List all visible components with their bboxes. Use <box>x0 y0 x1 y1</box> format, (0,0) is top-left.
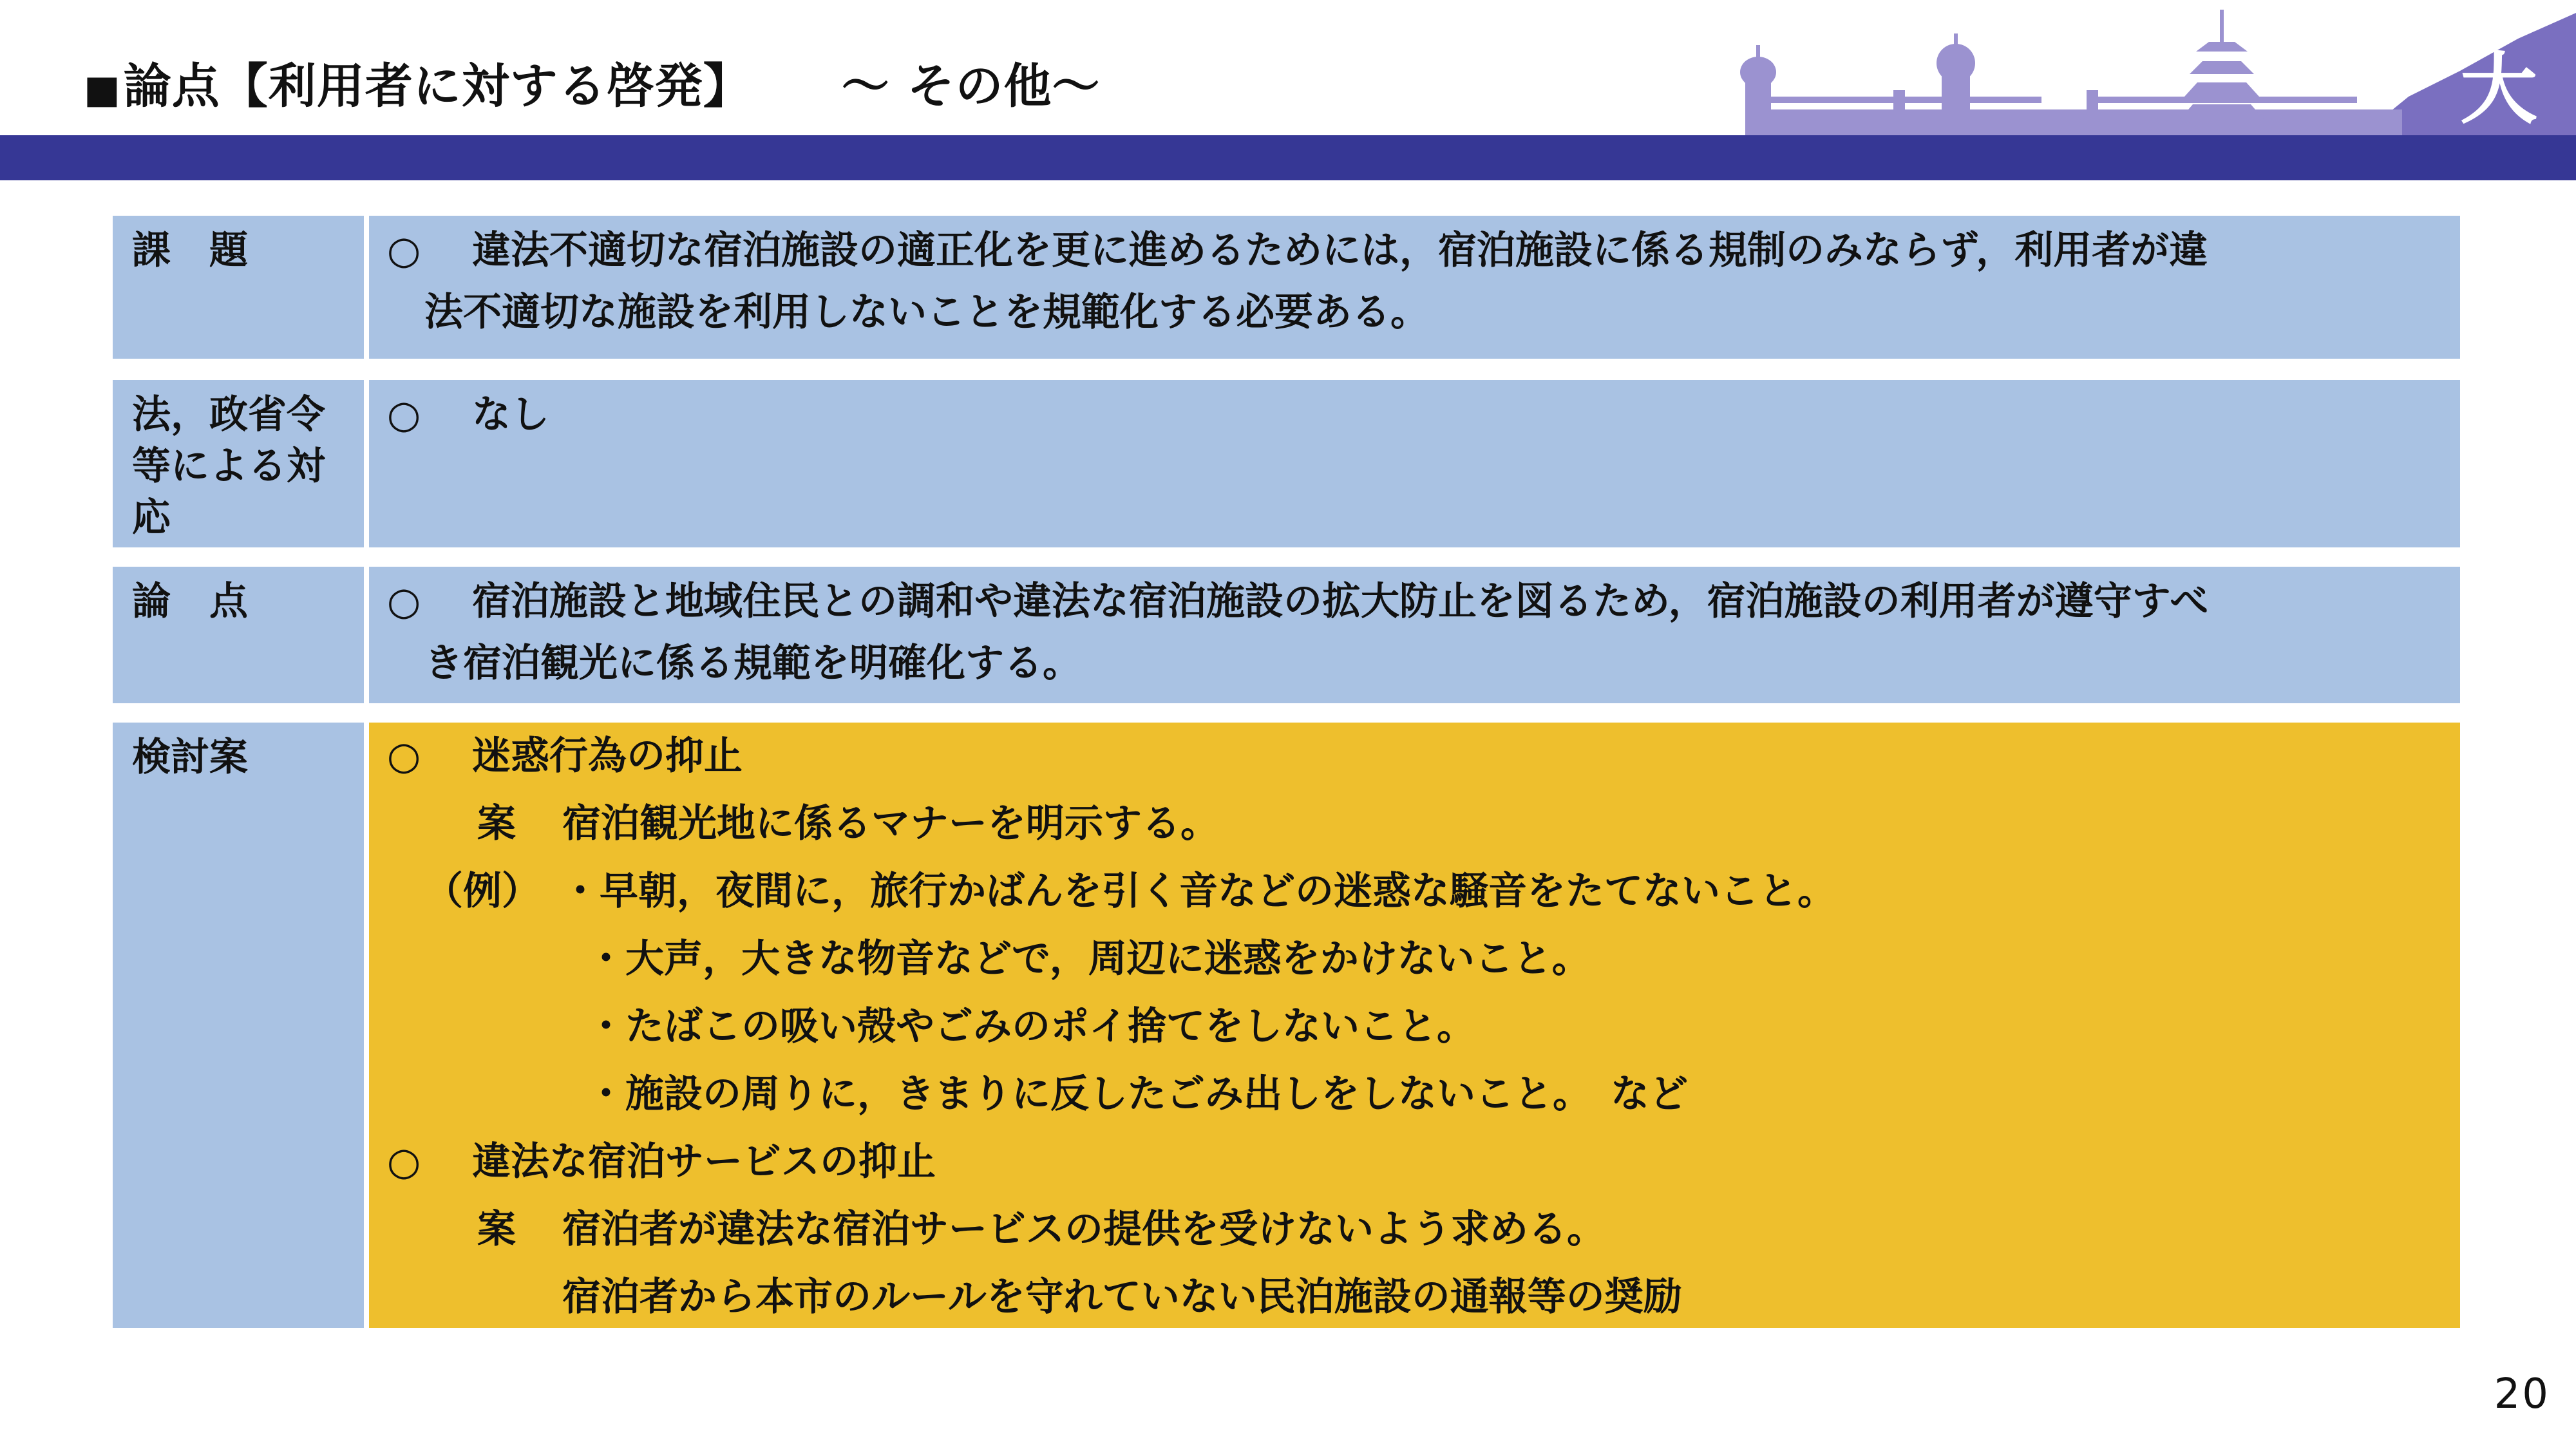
page-title <box>84 48 1100 117</box>
row-label-proposal: 検討案 <box>113 723 364 1328</box>
proposal-item2-heading: 違法な宿泊サービスの抑止 <box>472 1139 936 1184</box>
row-body-proposal <box>369 723 2460 1328</box>
table-row-proposal <box>113 723 2460 1328</box>
header-bar <box>0 135 2576 180</box>
row-body-law <box>369 380 2460 547</box>
example-label: （例） <box>424 869 540 914</box>
draft-label: 案 <box>477 801 516 846</box>
kyoto-skyline-illustration <box>1726 0 2576 138</box>
proposal-item2-draft-line1: 宿泊者が違法な宿泊サービスの提供を受けないよう求める。 <box>562 1207 1605 1252</box>
law-label-line3: 応 <box>132 495 171 540</box>
issue-text-line2: 法不適切な施設を利用しないことを規範化する必要ある。 <box>424 290 1429 335</box>
title-main: 論点【利用者に対する啓発】 <box>123 59 752 114</box>
law-label-line1: 法，政省令 <box>132 392 325 437</box>
stupa-left-icon <box>1740 45 1776 138</box>
table-row-law <box>113 380 2460 547</box>
table-row-issue <box>113 216 2460 359</box>
stupa-right-icon <box>1937 33 1975 138</box>
circle-marker: ○ <box>387 1139 421 1184</box>
draft-label: 案 <box>477 1207 516 1252</box>
logo-character: 大 <box>2460 45 2537 135</box>
example-item: ・たばこの吸い殻やごみのポイ捨てをしないこと。 <box>587 1004 1475 1049</box>
row-label-law <box>113 380 364 547</box>
page-number: 20 <box>2494 1370 2550 1418</box>
title-subtitle: ～ その他～ <box>841 59 1101 114</box>
proposal-item1-heading: 迷惑行為の抑止 <box>472 734 743 779</box>
issue-text-line1: 違法不適切な宿泊施設の適正化を更に進めるためには，宿泊施設に係る規制のみならず，利用者が違 <box>472 228 2208 273</box>
row-body-point <box>369 567 2460 703</box>
circle-marker: ○ <box>387 392 421 437</box>
circle-marker: ○ <box>387 228 421 273</box>
row-label-point: 論 点 <box>113 567 364 703</box>
circle-marker: ○ <box>387 734 421 779</box>
point-text-line2: き宿泊観光に係る規範を明確化する。 <box>424 641 1081 686</box>
example-item: ・早朝，夜間に，旅行かばんを引く音などの迷惑な騒音をたてないこと。 <box>561 869 1836 914</box>
law-label-line2: 等による対 <box>132 444 325 489</box>
point-text-line1: 宿泊施設と地域住民との調和や違法な宿泊施設の拡大防止を図るため，宿泊施設の利用者が遵守すべ <box>472 579 2209 624</box>
title-bullet: ■ <box>84 67 121 112</box>
row-label-issue: 課 題 <box>113 216 364 359</box>
proposal-item1-draft: 宿泊観光地に係るマナーを明示する。 <box>562 801 1219 846</box>
pagoda-icon <box>2180 10 2264 138</box>
bridge-railing <box>1758 109 2402 138</box>
table-row-point <box>113 567 2460 703</box>
row-body-issue <box>369 216 2460 359</box>
example-item: ・大声，大きな物音などで，周辺に迷惑をかけないこと。 <box>587 936 1591 981</box>
example-item: ・施設の周りに，きまりに反したごみ出しをしないこと。 など <box>587 1072 1688 1117</box>
law-text: なし <box>472 392 549 437</box>
proposal-item2-draft-line2: 宿泊者から本市のルールを守れていない民泊施設の通報等の奨励 <box>562 1274 1682 1320</box>
circle-marker: ○ <box>387 579 421 624</box>
